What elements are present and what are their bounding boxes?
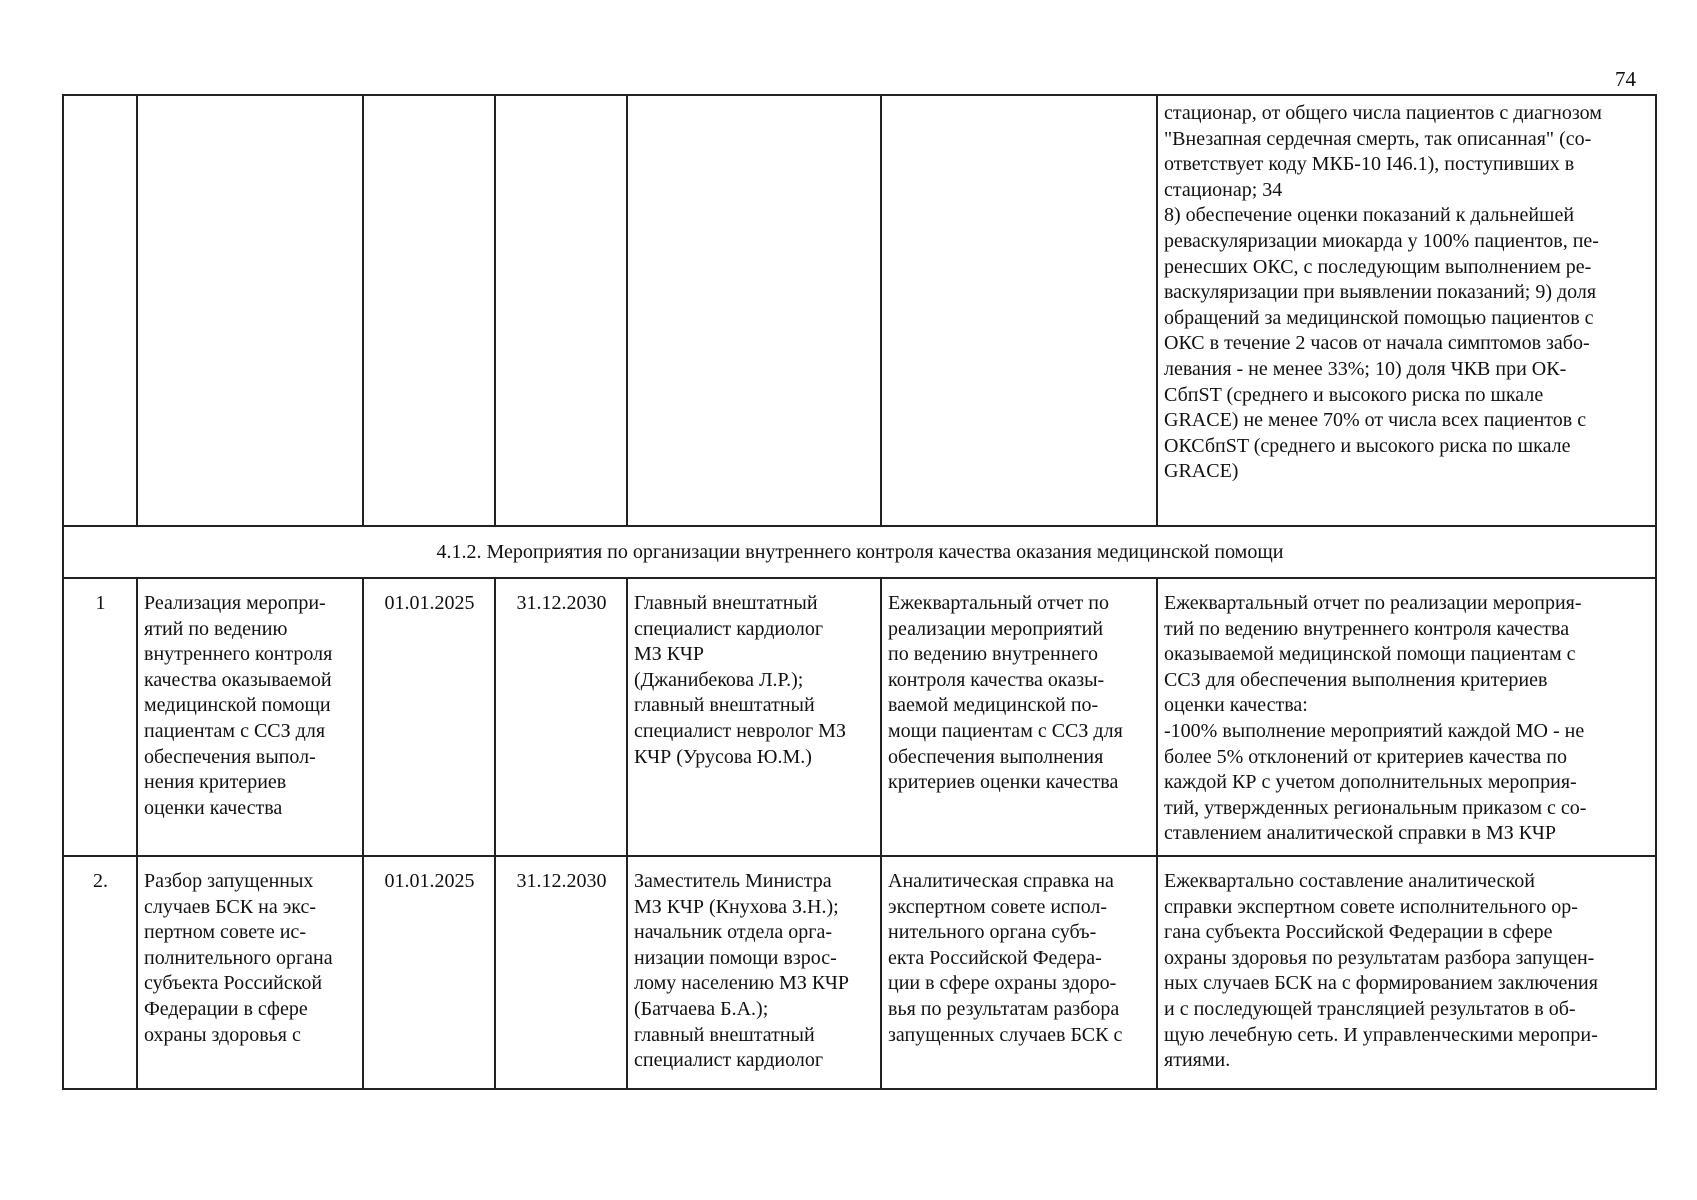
table-row-continuation — [63, 95, 1656, 526]
cell-end-date: 31.12.2030 — [495, 578, 627, 856]
cell-end-date — [495, 95, 627, 526]
cell-responsible: Заместитель Министра МЗ КЧР (Кнухова З.Н.); начальник отдела орга- низации помощи взрос- лому населению МЗ КЧР (Батчаева Б.А.); главный внештатный специалист кардиолог — [627, 856, 881, 1089]
section-title: 4.1.2. Мероприятия по организации внутреннего контроля качества оказания медицинской помощи — [63, 526, 1656, 578]
cell-start-date: 01.01.2025 — [363, 856, 495, 1089]
cell-activity: Разбор запущенных случаев БСК на экс- пертном совете ис- полнительного органа субъекта Российской Федерации в сфере охраны здоровья с — [137, 856, 363, 1089]
page-number: 74 — [1615, 67, 1636, 91]
cell-activity — [137, 95, 363, 526]
cell-responsible: Главный внештатный специалист кардиолог МЗ КЧР (Джанибекова Л.Р.); главный внештатный специалист невролог МЗ КЧР (Урусова Ю.М.) — [627, 578, 881, 856]
cell-num: 2. — [63, 856, 137, 1089]
cell-indicators: Ежеквартальный отчет по реализации мероприя- тий по ведению внутреннего контроля качества оказываемой медицинской помощи пациентам с ССЗ для обеспечения выполнения критериев оценки качества: -100% выполнение мероприятий каждой МО - не более 5% отклонений от критериев качества по каждой КР с учетом дополнительных мероприя- тий, утвержденных региональным приказом с со- ставлением аналитической справки в МЗ КЧР — [1157, 578, 1656, 856]
cell-end-date: 31.12.2030 — [495, 856, 627, 1089]
table-row — [63, 856, 1656, 1089]
cell-result: Аналитическая справка на экспертном совете испол- нительного органа субъ- екта Российской Федера- ции в сфере охраны здоро- вья по результатам разбора запущенных случаев БСК с — [881, 856, 1157, 1089]
cell-start-date: 01.01.2025 — [363, 578, 495, 856]
cell-indicators: стационар, от общего числа пациентов с диагнозом "Внезапная сердечная смерть, так описанная" (со- ответствует коду МКБ-10 I46.1), поступивших в стационар; 34 8) обеспечение оценки показаний к дальнейшей реваскуляризации миокарда у 100% пациентов, пе- ренесших ОКС, с последующим выполнением ре- васкуляризации при выявлении показаний; 9) доля обращений за медицинской помощью пациентов с ОКС в течение 2 часов от начала симптомов забо- левания - не менее 33%; 10) доля ЧКВ при ОК- СбпST (среднего и высокого риска по шкале GRACE) не менее 70% от числа всех пациентов с ОКСбпST (среднего и высокого риска по шкале GRACE) — [1157, 95, 1656, 526]
activities-table — [62, 94, 1657, 1090]
table-row — [63, 578, 1656, 856]
section-heading-row — [63, 526, 1656, 578]
cell-num: 1 — [63, 578, 137, 856]
cell-start-date — [363, 95, 495, 526]
cell-result — [881, 95, 1157, 526]
cell-num — [63, 95, 137, 526]
cell-result: Ежеквартальный отчет по реализации мероприятий по ведению внутреннего контроля качества оказы- ваемой медицинской по- мощи пациентам с ССЗ для обеспечения выполнения критериев оценки качества — [881, 578, 1157, 856]
cell-responsible — [627, 95, 881, 526]
cell-indicators: Ежеквартально составление аналитической справки экспертном совете исполнительного ор- гана субъекта Российской Федерации в сфере охраны здоровья по результатам разбора запущен- ных случаев БСК на с формированием заключения и с последующей трансляцией результатов в об- щую лечебную сеть. И управленческими меропри- ятиями. — [1157, 856, 1656, 1089]
cell-activity: Реализация меропри- ятий по ведению внутреннего контроля качества оказываемой медицинской помощи пациентам с ССЗ для обеспечения выпол- нения критериев оценки качества — [137, 578, 363, 856]
